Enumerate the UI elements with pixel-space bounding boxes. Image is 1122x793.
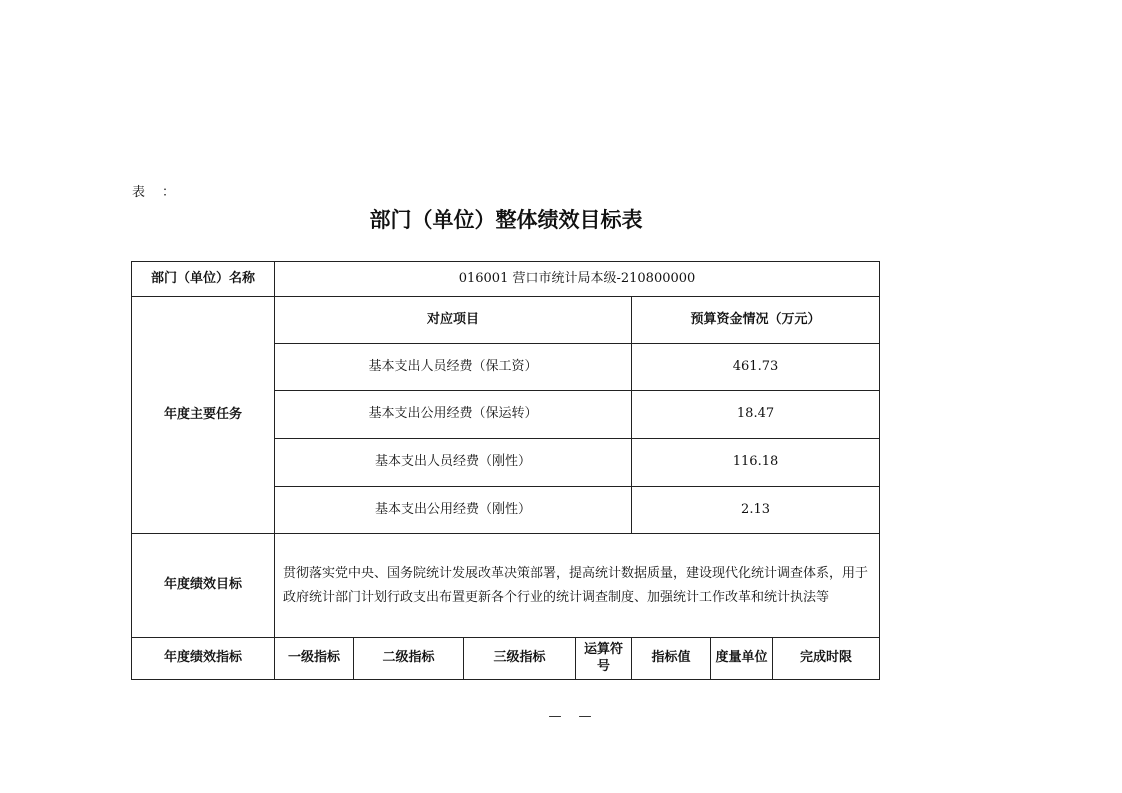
annual-indicators-label: 年度绩效指标 xyxy=(132,638,275,680)
page-title: 部门（单位）整体绩效目标表 xyxy=(369,208,643,232)
budget-cell: 2.13 xyxy=(632,487,880,534)
measure-unit-header: 度量单位 xyxy=(711,638,773,680)
dept-name-value: 016001 营口市统计局本级-210800000 xyxy=(275,262,880,297)
budget-cell: 18.47 xyxy=(632,391,880,439)
annual-goal-text: 贯彻落实党中央、国务院统计发展改革决策部署，提高统计数据质量，建设现代化统计调查体系，用于政府统计部门计划行政支出布置更新各个行业的统计调查制度、加强统计工作改革和统计执法等 xyxy=(275,534,880,638)
budget-column-header: 预算资金情况（万元） xyxy=(632,297,880,344)
table-number-label: 表 ： xyxy=(132,185,178,200)
dept-row xyxy=(132,262,880,297)
project-cell: 基本支出公用经费（刚性） xyxy=(275,487,632,534)
deadline-header: 完成时限 xyxy=(773,638,880,680)
indicator-value-header: 指标值 xyxy=(632,638,711,680)
level1-indicator-header: 一级指标 xyxy=(275,638,354,680)
performance-target-table xyxy=(131,261,880,680)
task-header-row xyxy=(132,297,880,344)
project-cell: 基本支出人员经费（保工资） xyxy=(275,344,632,391)
project-column-header: 对应项目 xyxy=(275,297,632,344)
annual-goal-label: 年度绩效目标 xyxy=(132,534,275,638)
level2-indicator-header: 二级指标 xyxy=(354,638,464,680)
project-cell: 基本支出人员经费（刚性） xyxy=(275,439,632,487)
budget-cell: 461.73 xyxy=(632,344,880,391)
budget-cell: 116.18 xyxy=(632,439,880,487)
level3-indicator-header: 三级指标 xyxy=(464,638,576,680)
dept-name-label: 部门（单位）名称 xyxy=(132,262,275,297)
goal-row xyxy=(132,534,880,638)
indicator-header-row xyxy=(132,638,880,680)
project-cell: 基本支出公用经费（保运转） xyxy=(275,391,632,439)
page-number-mark: — — xyxy=(548,709,594,724)
annual-tasks-label: 年度主要任务 xyxy=(132,297,275,534)
operator-header: 运算符号 xyxy=(576,638,632,680)
